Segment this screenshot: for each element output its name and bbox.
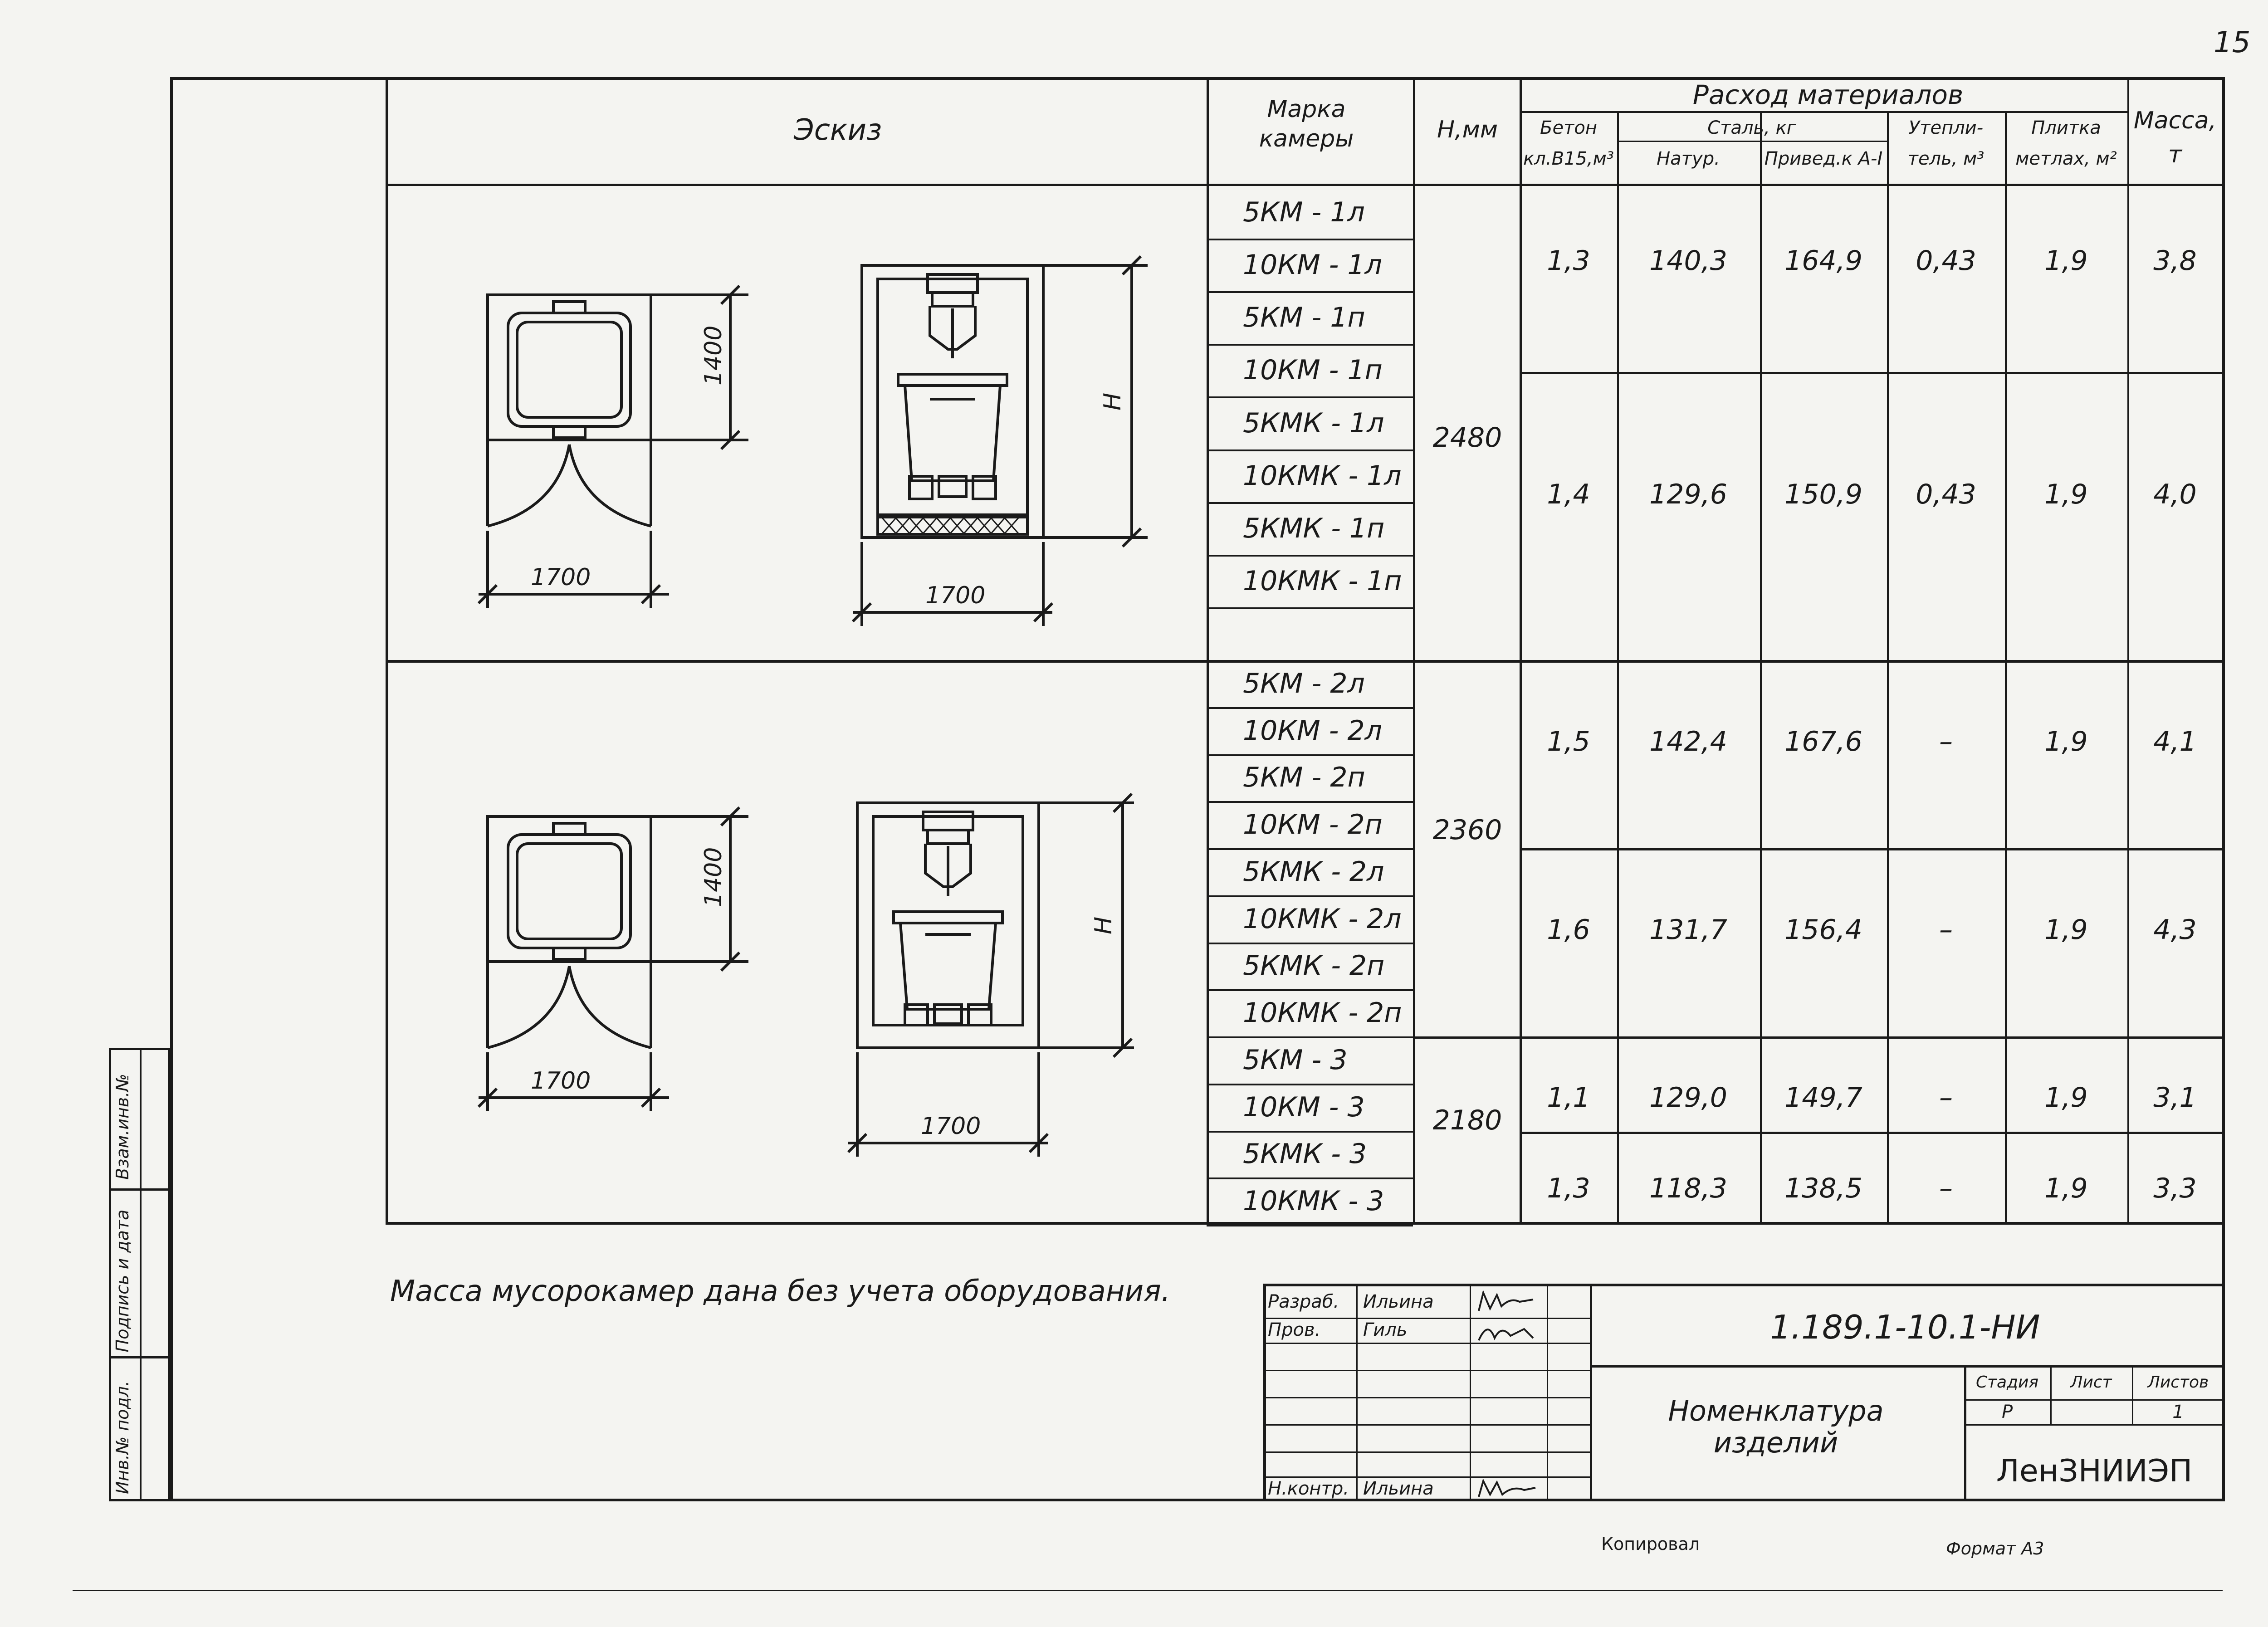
header-steel-nat: Натур. (1657, 148, 1720, 169)
stamp-sheet-label: Лист (2070, 1373, 2112, 1392)
stamp-sheets: 1 (2172, 1402, 2184, 1422)
material-cell-steel-nat: 142,4 (1649, 726, 1727, 757)
dim-label-1700: 1700 (921, 1113, 981, 1140)
mark-cell: 5КМК - 2п (1243, 950, 1385, 982)
material-cell-insul: – (1939, 1173, 1953, 1204)
stamp-nc-name: Ильина (1363, 1478, 1434, 1499)
material-cell-tile: 1,9 (2044, 726, 2088, 757)
material-cell-steel-nat: 129,0 (1649, 1082, 1727, 1114)
material-cell-steel-red: 149,7 (1784, 1082, 1862, 1114)
material-cell-steel-red: 150,9 (1784, 479, 1862, 510)
stamp-dev-name: Ильина (1363, 1291, 1434, 1312)
material-cell-concrete: 1,3 (1547, 245, 1590, 277)
note-text: Масса мусорокамер дана без учета оборудования. (390, 1275, 1171, 1308)
header-mark-2: камеры (1259, 125, 1354, 152)
material-cell-mass: 3,8 (2153, 245, 2197, 277)
dim-label-1700: 1700 (531, 1067, 591, 1094)
signatures (1474, 1288, 1547, 1501)
stamp-org: ЛенЗНИИЭП (1996, 1453, 2193, 1489)
material-cell-mass: 3,1 (2153, 1082, 2197, 1114)
material-cell-insul: – (1939, 726, 1953, 757)
height-value: 2180 (1432, 1104, 1502, 1136)
stamp-dev-role: Разраб. (1268, 1291, 1339, 1312)
section-view-2 (848, 794, 1134, 1157)
mark-cell: 5КМК - 1п (1243, 513, 1385, 544)
mark-cell: 5КМК - 3 (1243, 1138, 1367, 1170)
header-insulation-2: тель, м³ (1907, 148, 1984, 169)
mark-cell: 5КМ - 2п (1243, 762, 1365, 793)
footer-copied: Копировал (1601, 1534, 1700, 1554)
stamp-nc-role: Н.контр. (1268, 1478, 1349, 1499)
mark-cell: 10КМК - 2л (1243, 903, 1402, 935)
material-cell-insul: – (1939, 1082, 1953, 1114)
material-cell-tile: 1,9 (2044, 1082, 2088, 1114)
header-sketch: Эскиз (794, 113, 882, 147)
material-cell-tile: 1,9 (2044, 245, 2088, 277)
side-label-sign-date: Подпись и дата (112, 1209, 132, 1353)
dim-label-h: H (1099, 392, 1126, 410)
section-view-1 (853, 256, 1148, 626)
header-steel-red: Привед.к A-I (1764, 148, 1883, 169)
mark-cell: 5КМК - 2л (1243, 856, 1384, 888)
header-mass: Масса, (2133, 107, 2217, 134)
header-tile-2: метлах, м² (2015, 148, 2117, 169)
mark-cell: 5КМ - 1л (1243, 196, 1365, 228)
mark-cell: 10КМ - 3 (1243, 1091, 1365, 1123)
material-cell-insul: 0,43 (1916, 479, 1976, 510)
material-cell-concrete: 1,4 (1547, 479, 1590, 510)
stamp-chk-name: Гиль (1363, 1319, 1408, 1340)
stamp-chk-role: Пров. (1268, 1319, 1321, 1340)
mark-cell: 5КМК - 1л (1243, 407, 1384, 439)
material-cell-tile: 1,9 (2044, 479, 2088, 510)
stamp-stage: Р (2001, 1402, 2013, 1422)
material-cell-steel-nat: 129,6 (1649, 479, 1727, 510)
material-cell-steel-red: 164,9 (1784, 245, 1862, 277)
mark-cell: 10КМ - 1л (1243, 249, 1383, 281)
hatching (882, 518, 1018, 533)
material-cell-concrete: 1,6 (1547, 914, 1590, 946)
material-cell-steel-red: 138,5 (1784, 1173, 1862, 1204)
material-cell-concrete: 1,3 (1547, 1173, 1590, 1204)
material-cell-concrete: 1,1 (1547, 1082, 1590, 1114)
dim-label-1700: 1700 (531, 564, 591, 591)
mark-cell: 10КМК - 1п (1243, 565, 1402, 597)
stamp-sheets-label: Листов (2147, 1373, 2209, 1392)
header-mark: Марка (1267, 96, 1346, 123)
material-cell-tile: 1,9 (2044, 1173, 2088, 1204)
mark-cell: 10КМ - 1п (1243, 354, 1383, 386)
side-label-inv-podl: Инв.№ подл. (112, 1380, 132, 1495)
material-cell-insul: – (1939, 914, 1953, 946)
material-cell-steel-red: 156,4 (1784, 914, 1862, 946)
mark-cell: 10КМК - 1л (1243, 460, 1402, 492)
header-tile: Плитка (2031, 117, 2101, 138)
stamp-stage-label: Стадия (1975, 1373, 2039, 1392)
material-cell-mass: 3,3 (2153, 1173, 2197, 1204)
header-mass-2: т (2168, 141, 2182, 168)
dim-label-1700: 1700 (925, 582, 986, 609)
stamp-code: 1.189.1-10.1-НИ (1770, 1308, 2040, 1346)
dim-label-1400: 1400 (700, 325, 727, 386)
mark-cell: 10КМ - 2п (1243, 809, 1383, 840)
material-cell-steel-red: 167,6 (1784, 726, 1862, 757)
header-concrete: Бетон (1540, 117, 1597, 138)
material-cell-mass: 4,1 (2153, 726, 2197, 757)
footer-format: Формат А3 (1946, 1539, 2044, 1559)
page-number: 15 (2214, 26, 2251, 59)
mark-cell: 10КМ - 2л (1243, 715, 1383, 747)
material-cell-insul: 0,43 (1916, 245, 1976, 277)
material-cell-tile: 1,9 (2044, 914, 2088, 946)
mark-cell: 5КМ - 3 (1243, 1044, 1348, 1076)
mark-cell: 10КМК - 2п (1243, 997, 1402, 1029)
header-height: H,мм (1437, 116, 1498, 143)
stamp-title: Номенклатура (1668, 1394, 1884, 1427)
dim-label-1400: 1400 (700, 847, 727, 907)
material-cell-concrete: 1,5 (1547, 726, 1590, 757)
dim-label-h: H (1090, 916, 1117, 934)
mark-cell: 5КМ - 1п (1243, 302, 1365, 333)
stamp-title-2: изделий (1713, 1426, 1838, 1459)
header-insulation: Утепли- (1908, 117, 1984, 138)
material-cell-mass: 4,0 (2153, 479, 2197, 510)
header-materials: Расход материалов (1692, 79, 1964, 110)
height-value: 2360 (1432, 814, 1502, 846)
header-steel: Сталь, кг (1707, 117, 1796, 138)
mark-cell: 5КМ - 2л (1243, 668, 1365, 699)
material-cell-steel-nat: 118,3 (1649, 1173, 1727, 1204)
material-cell-steel-nat: 131,7 (1649, 914, 1727, 946)
side-label-inv-repl: Взам.инв.№ (112, 1074, 132, 1180)
header-concrete-2: кл.B15,м³ (1523, 148, 1614, 169)
material-cell-mass: 4,3 (2153, 914, 2197, 946)
height-value: 2480 (1432, 422, 1502, 454)
material-cell-steel-nat: 140,3 (1649, 245, 1727, 277)
mark-cell: 10КМК - 3 (1243, 1185, 1384, 1217)
